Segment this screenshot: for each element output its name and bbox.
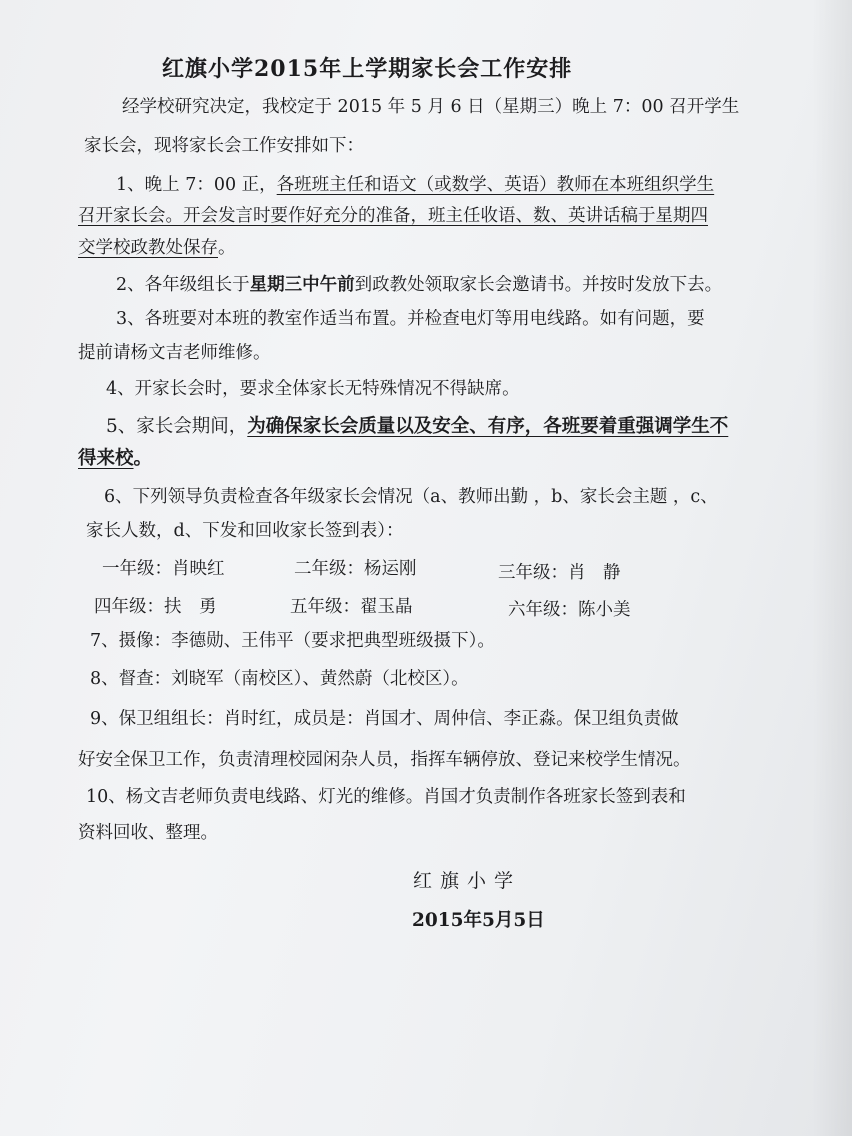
item-8: 8、督查：刘晓军（南校区）、黄然蔚（北校区）。 [90,669,469,689]
item-5-part-a: 5、家长会期间， [106,416,248,437]
grade-1: 一年级：肖映红 [102,559,225,579]
item-3-line-2: 提前请杨文吉老师维修。 [78,343,271,363]
item-1-line-2: 召开家长会。开会发言时要作好充分的准备，班主任收语、数、英讲话稿于星期四 [78,206,708,226]
item-4: 4、开家长会时，要求全体家长无特殊情况不得缺席。 [106,379,520,399]
item-1-end: 。 [218,238,236,258]
item-1-line-3 [78,235,236,261]
item-9-line-2: 好安全保卫工作，负责清理校园闲杂人员，指挥车辆停放、登记来校学生情况。 [78,750,691,770]
grade-4: 四年级：扶 勇 [94,597,217,617]
item-2-part-a: 2、各年级组长于 [116,275,250,295]
intro-line-1: 经学校研究决定，我校定于 2015 年 5 月 6 日（星期三）晚上 7：00 召开学生 [122,97,740,117]
item-9-line-1: 9、保卫组组长：肖时红，成员是：肖国才、周仲信、李正淼。保卫组负责做 [90,709,679,729]
grade-5: 五年级：翟玉晶 [290,597,413,617]
intro-line-2: 家长会，现将家长会工作安排如下： [84,136,364,156]
signature-school-name: 红旗小学 [413,870,522,892]
item-1-line-1 [116,172,714,198]
item-10-line-1: 10、杨文吉老师负责电线路、灯光的维修。肖国才负责制作各班家长签到表和 [86,787,686,807]
item-3-line-1: 3、各班要对本班的教室作适当布置。并检查电灯等用电线路。如有问题，要 [116,309,705,329]
document-title: 红旗小学2015年上学期家长会工作安排 [162,56,573,82]
item-1-underlined-1: 各班班主任和语文（或数学、英语）教师在本班组织学生 [276,175,715,195]
item-5-line-1 [106,414,728,440]
grade-6: 六年级：陈小美 [508,600,631,620]
item-5-emphasis-2: 得来校 [78,448,134,469]
item-2-emphasis: 星期三中午前 [249,275,355,295]
item-10-line-2: 资料回收、整理。 [78,823,218,843]
signature-date: 2015年5月5日 [412,910,545,931]
page-shadow [812,0,852,1136]
item-5-end: 。 [133,448,153,469]
item-1-prefix: 1、晚上 7：00 正， [116,175,277,195]
grade-3: 三年级：肖 静 [498,563,621,583]
item-5-line-2 [78,446,152,472]
item-6-line-2: 家长人数，d、下发和回收家长签到表）： [86,521,404,541]
item-7: 7、摄像：李德勋、王伟平（要求把典型班级摄下）。 [90,631,495,651]
item-2-part-c: 到政教处领取家长会邀请书。并按时发放下去。 [354,275,723,295]
item-5-emphasis-1: 为确保家长会质量以及安全、有序，各班要着重强调学生不 [247,416,729,437]
item-2 [116,272,722,298]
item-6-line-1: 6、下列领导负责检查各年级家长会情况（a、教师出勤 ，b、家长会主题 ，c、 [104,487,718,507]
item-1-underlined-3: 交学校政教处保存 [78,238,218,258]
grade-2: 二年级：杨运刚 [294,559,417,579]
